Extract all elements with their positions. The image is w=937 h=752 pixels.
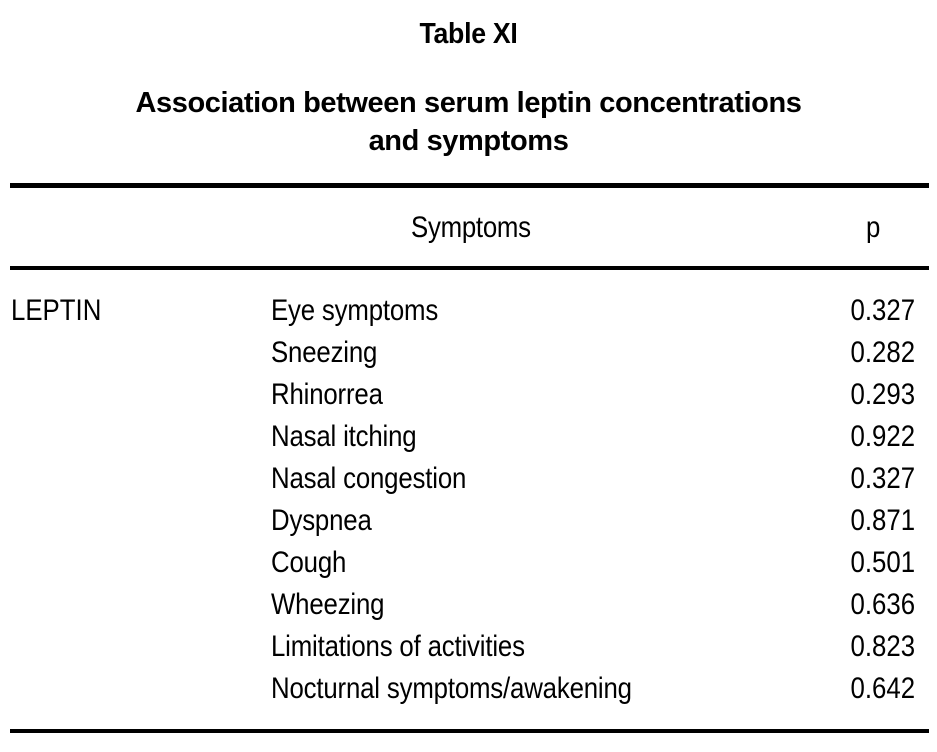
p-value-cell: 0.501 [850,546,915,579]
symptom-cell: Cough [271,546,347,579]
p-value-cell: 0.922 [850,420,915,453]
p-value-cell: 0.871 [850,504,915,537]
symptom-cell: Eye symptoms [271,294,439,327]
table-row [0,416,937,458]
column-header-p: p [866,211,881,244]
group-label: LEPTIN [11,294,102,327]
table-row [0,584,937,626]
p-value-cell: 0.327 [850,462,915,495]
table-row [0,332,937,374]
table-row [0,542,937,584]
table-caption [0,84,937,160]
top-rule [10,183,929,188]
table-row [0,500,937,542]
symptom-cell: Sneezing [271,336,378,369]
symptom-cell: Nocturnal symptoms/awakening [271,672,632,705]
column-header-symptoms: Symptoms [411,211,531,244]
bottom-rule [10,729,929,733]
p-value-cell: 0.282 [850,336,915,369]
p-value-cell: 0.327 [850,294,915,327]
table-body [0,290,937,710]
table-number: Table XI [419,18,518,50]
symptom-cell: Nasal itching [271,420,417,453]
symptom-cell: Nasal congestion [271,462,467,495]
symptom-cell: Dyspnea [271,504,372,537]
symptom-cell: Wheezing [271,588,385,621]
table-caption-line-2: and symptoms [368,125,569,157]
symptom-cell: Limitations of activities [271,630,525,663]
p-value-cell: 0.642 [850,672,915,705]
table-row [0,668,937,710]
table-row [0,290,937,332]
p-value-cell: 0.823 [850,630,915,663]
table-header-row [0,206,937,250]
table-row [0,458,937,500]
table-row [0,374,937,416]
header-rule [10,266,929,270]
table-caption-line-1: Association between serum leptin concentrations [135,87,802,119]
table-row [0,626,937,668]
p-value-cell: 0.636 [850,588,915,621]
p-value-cell: 0.293 [850,378,915,411]
symptom-cell: Rhinorrea [271,378,383,411]
